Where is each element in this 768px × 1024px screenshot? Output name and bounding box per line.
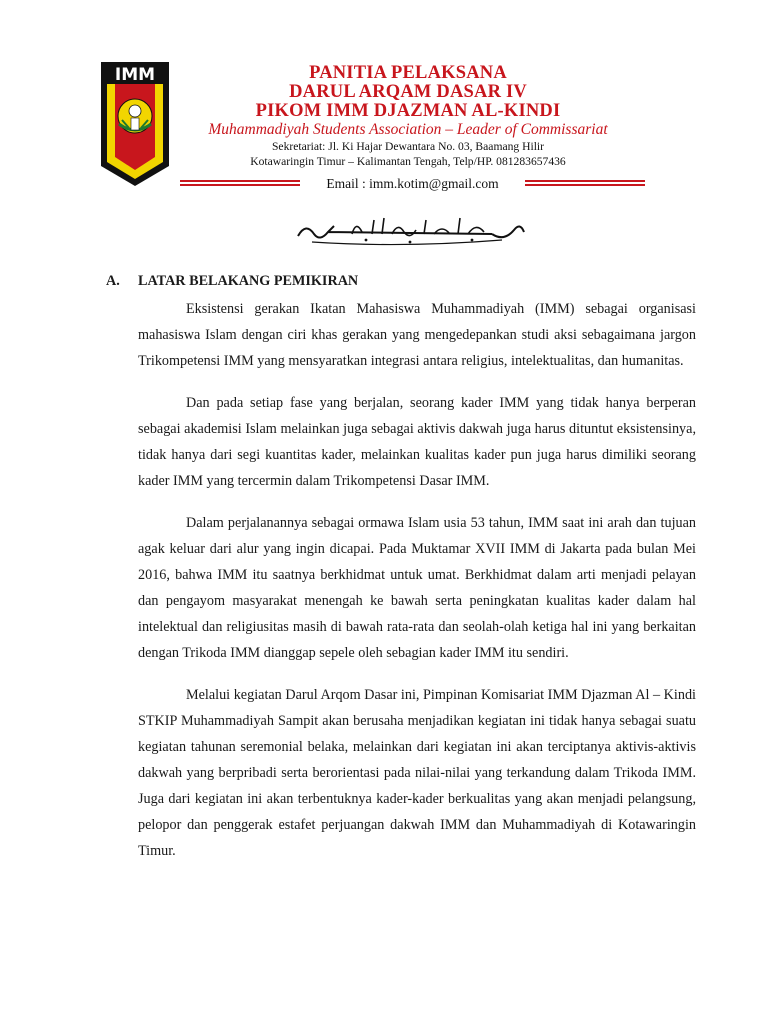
section-heading <box>106 272 696 290</box>
divider-right <box>525 180 645 187</box>
section-latar-belakang <box>106 272 696 880</box>
paragraph-1: Eksistensi gerakan Ikatan Mahasiswa Muhammadiyah (IMM) sebagai organisasi mahasiswa Islam dengan ciri khas gerakan yang mengedepankan studi aksi sebagaimana jargon Trikompetensi IMM yang mensyaratkan integrasi antara religius, intelektualitas, dan humanitas. <box>138 301 696 369</box>
letterhead <box>180 64 636 169</box>
imm-logo <box>97 58 173 190</box>
paragraph-3: Dalam perjalanannya sebagai ormawa Islam usia 53 tahun, IMM saat ini arah dan tujuan agak keluar dari alur yang ingin dicapai. Pada Muktamar XVII IMM di Jakarta pada bulan Mei 2016, bahwa IMM itu saatnya berkhidmat untuk umat. Berkhidmat dalam arti menjadi pelayan dan pengayom masyarakat menengah ke bawah serta peningkatan kualitas kader dalam hal intelektual dan religiusitas masih di bawah rata-rata dan seolah-olah ketiga hal ini yang berkaitan dengan Trikoda IMM dianggap sepele oleh sebagian kader IMM itu sendiri. <box>138 515 696 661</box>
section-letter: A. <box>106 273 120 289</box>
letterhead-title-1: PANITIA PELAKSANA <box>309 63 507 83</box>
letterhead-title-2: DARUL ARQAM DASAR IV <box>289 82 527 102</box>
paragraph-2: Dan pada setiap fase yang berjalan, seorang kader IMM yang tidak hanya berperan sebagai akademisi Islam melainkan juga sebagai aktivis dakwah juga harus dituntut eksistensinya, tidak hanya dari segi kuantitas kader, melainkan kualitas kader pun juga harus dimiliki seorang kader IMM yang tercermin dalam Trikompetensi Dasar IMM. <box>138 395 696 489</box>
section-title: LATAR BELAKANG PEMIKIRAN <box>138 273 359 289</box>
letterhead-address-2: Kotawaringin Timur – Kalimantan Tengah, Telp/HP. 081283657436 <box>250 155 566 168</box>
paragraph-4: Melalui kegiatan Darul Arqom Dasar ini, Pimpinan Komisariat IMM Djazman Al – Kindi STKIP Muhammadiyah Sampit akan berusaha menjadikan kegiatan ini tidak hanya sebagai suatu kegiatan tahunan seremonial belaka, melainkan dari kegiatan ini akan terciptanya aktivis-aktivis dakwah yang berpribadi serta berorientasi pada nilai-nilai yang terkandung dalam Trikoda IMM. Juga dari kegiatan ini akan terbentuknya kader-kader berkualitas yang akan menjadi pelangsung, pelopor dan penggerak estafet perjuangan dakwah IMM dan Muhammadiyah di Kotawaringin Timur. <box>138 687 696 859</box>
imm-logo-icon <box>97 58 173 190</box>
letterhead-address-1: Sekretariat: Jl. Ki Hajar Dewantara No. 03, Baamang Hilir <box>271 140 545 153</box>
basmala-icon <box>292 212 528 248</box>
letterhead-email: Email : imm.kotim@gmail.com <box>326 176 499 191</box>
letterhead-title-3: PIKOM IMM DJAZMAN AL-KINDI <box>255 101 561 121</box>
letterhead-subtitle: Muhammadiyah Students Association – Leader of Commissariat <box>208 121 608 138</box>
divider-left <box>180 180 300 187</box>
svg-text:IMM: IMM <box>114 65 156 85</box>
